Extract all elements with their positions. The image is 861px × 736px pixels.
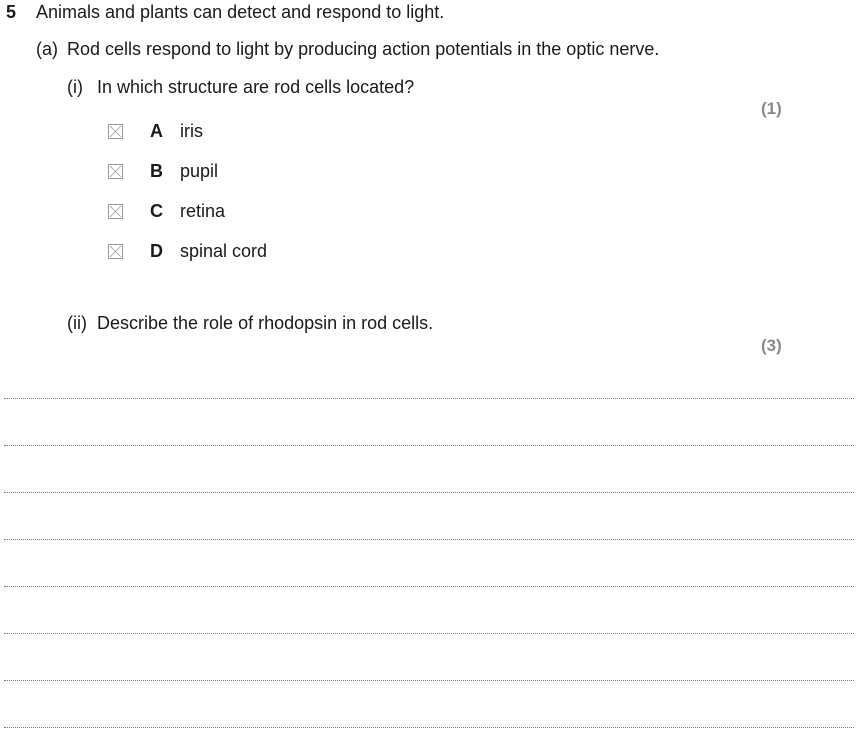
cross-icon [109,205,122,218]
sub-ii-text: Describe the role of rhodopsin in rod cells. [97,313,434,333]
option-c[interactable] [108,199,225,223]
part-a-label: (a) [36,39,58,59]
sub-i-text: In which structure are rod cells located? [97,77,415,97]
sub-ii-marks: (3) [761,336,782,355]
question-number: 5 [6,2,17,22]
sub-i-label: (i) [67,77,83,97]
answer-line[interactable] [4,398,854,399]
option-b[interactable] [108,159,218,183]
option-b-text: pupil [180,160,219,181]
part-a-text: Rod cells respond to light by producing action potentials in the optic nerve. [67,39,660,59]
option-a[interactable] [108,119,203,143]
answer-line[interactable] [4,727,854,728]
option-b-letter: B [150,160,163,181]
answer-line[interactable] [4,492,854,493]
option-d-text: spinal cord [180,240,268,261]
option-b-checkbox[interactable] [108,164,123,179]
sub-ii-label: (ii) [67,313,87,333]
answer-line[interactable] [4,586,854,587]
question-stem: Animals and plants can detect and respond to light. [36,2,445,22]
option-c-text: retina [180,200,226,221]
answer-line[interactable] [4,539,854,540]
option-d-letter: D [150,240,163,261]
option-d[interactable] [108,239,267,263]
answer-line[interactable] [4,445,854,446]
cross-icon [109,125,122,138]
answer-line[interactable] [4,633,854,634]
sub-i-marks: (1) [761,99,782,118]
option-d-checkbox[interactable] [108,244,123,259]
option-a-letter: A [150,120,163,141]
option-a-checkbox[interactable] [108,124,123,139]
answer-line[interactable] [4,680,854,681]
option-c-checkbox[interactable] [108,204,123,219]
option-a-text: iris [180,120,203,141]
option-c-letter: C [150,200,163,221]
cross-icon [109,165,122,178]
cross-icon [109,245,122,258]
